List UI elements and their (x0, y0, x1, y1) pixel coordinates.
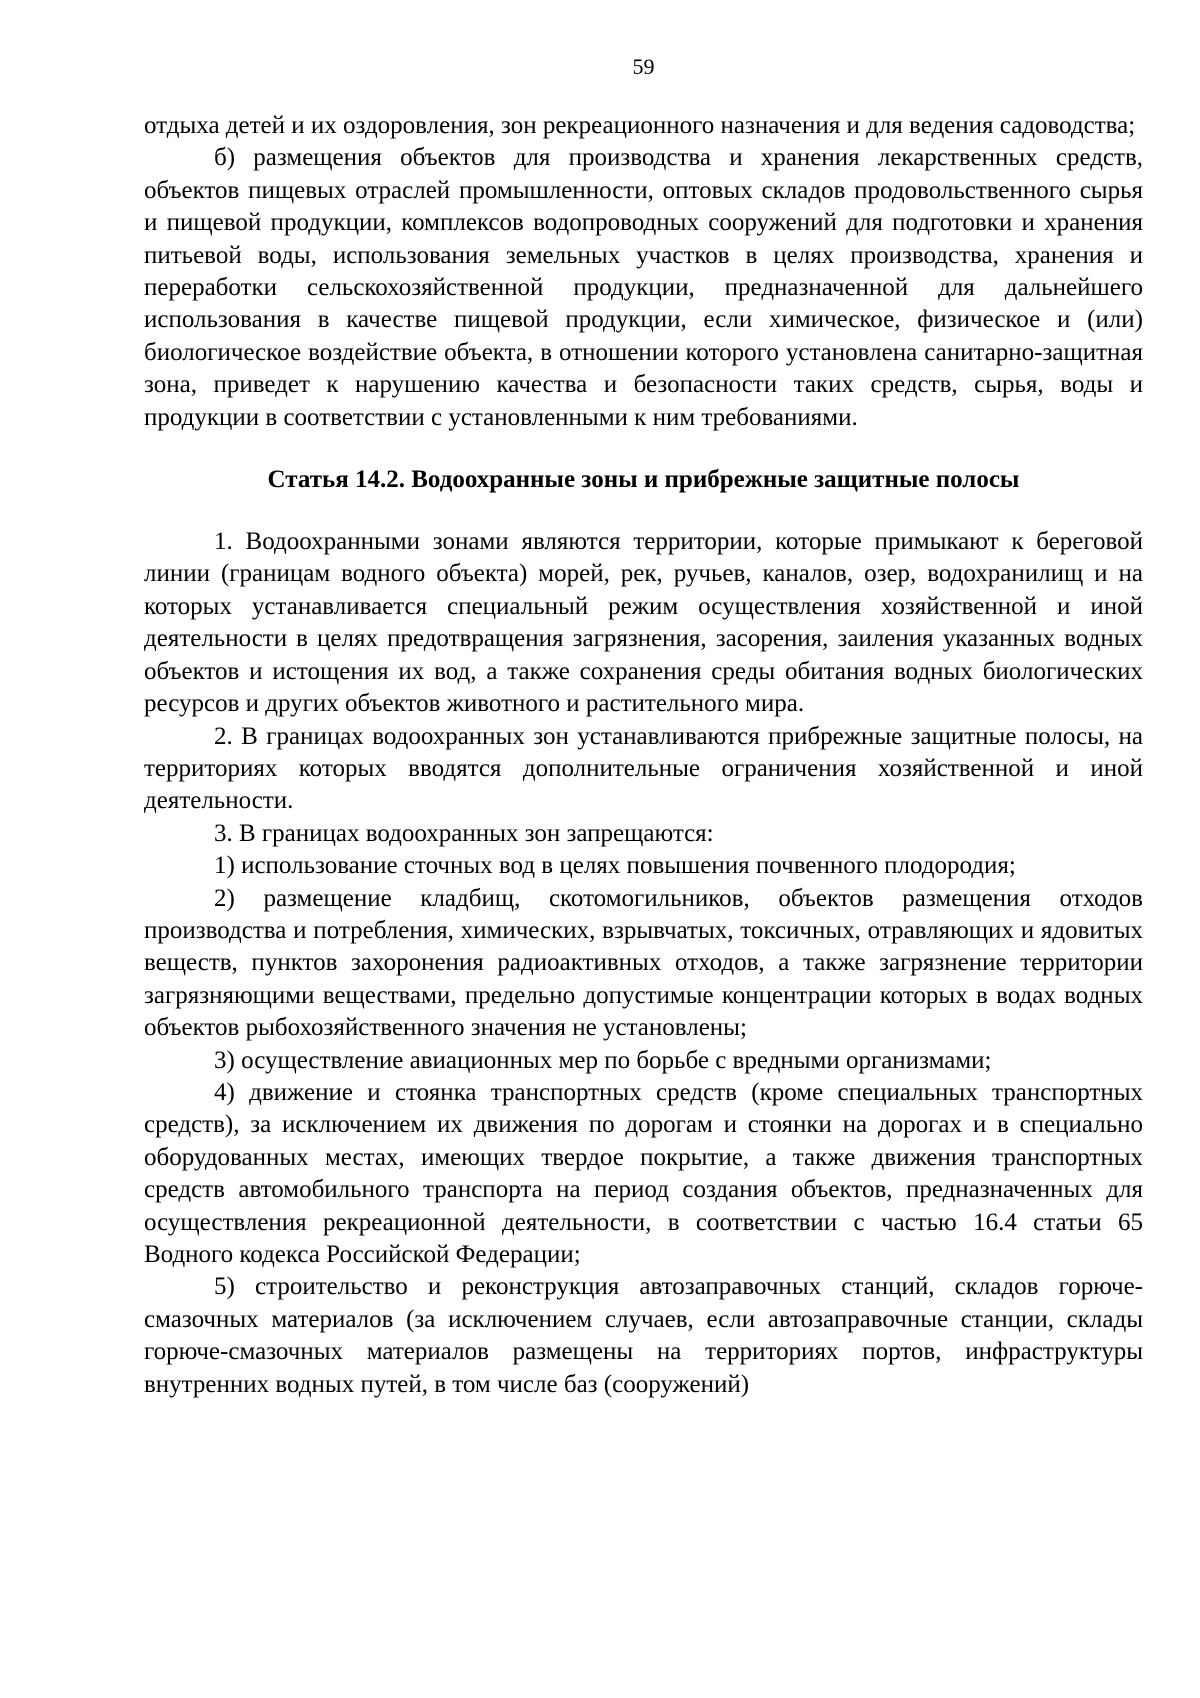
paragraph-clause-3: 3. В границах водоохранных зон запрещаются: (214, 819, 714, 847)
paragraph-clause-2: 2. В границах водоохранных зон устанавливаются прибрежные защитные полосы, на территориях которых вводятся дополнительные ограничения хозяйственной и иной деятельности. (144, 722, 1143, 815)
list-item-2: 2) размещение кладбищ, скотомогильников, объектов размещения отходов производства и потребления, химических, взрывчатых, токсичных, отравляющих и ядовитых веществ, пунктов захоронения радиоактивных отходов, а также загрязнение территории загрязняющими веществами, предельно допустимые концентрации которых в водах водных объектов рыбохозяйственного значения не установлены; (144, 884, 1143, 1042)
list-item-3: 3) осуществление авиационных мер по борьбе с вредными организмами; (214, 1046, 992, 1074)
paragraph-continuation: отдыха детей и их оздоровления, зон рекреационного назначения и для ведения садоводства; (144, 112, 1136, 139)
list-item-4: 4) движение и стоянка транспортных средств (кроме специальных транспортных средств), за исключением их движения по дорогам и стоянки на дорогах и в специально оборудованных местах, имеющих твердое покрытие, а также движения транспортных средств автомобильного транспорта на период создания объектов, предназначенных для осуществления рекреационной деятельности, в соответствии с частью 16.4 статьи 65 Водного кодекса Российской Федерации; (144, 1078, 1143, 1268)
document-page (144, 52, 1143, 1401)
paragraph-clause-1: 1. Водоохранными зонами являются территории, которые примыкают к береговой линии (границам водного объекта) морей, рек, ручьев, каналов, озер, водохранилищ и на которых устанавливается специальный режим осуществления хозяйственной и иной деятельности в целях предотвращения загрязнения, засорения, заиления указанных водных объектов и истощения их вод, а также сохранения среды обитания водных биологических ресурсов и других объектов животного и растительного мира. (144, 528, 1143, 718)
paragraph-item-b: б) размещения объектов для производства и хранения лекарственных средств, объектов пищевых отраслей промышленности, оптовых складов продовольственного сырья и пищевой продукции, комплексов водопроводных сооружений для подготовки и хранения питьевой воды, использования земельных участков в целях производства, хранения и переработки сельскохозяйственной продукции, предназначенной для дальнейшего использования в качестве пищевой продукции, если химическое, физическое и (или) биологическое воздействие объекта, в отношении которого установлена санитарно-защитная зона, приведет к нарушению качества и безопасности таких средств, сырья, воды и продукции в соответствии с установленными к ним требованиями. (144, 144, 1143, 431)
list-item-5: 5) строительство и реконструкция автозаправочных станций, складов горюче-смазочных материалов (за исключением случаев, если автозаправочные станции, склады горюче-смазочных материалов размещены на территориях портов, инфраструктуры внутренних водных путей, в том числе баз (сооружений) (144, 1273, 1143, 1398)
list-item-1: 1) использование сточных вод в целях повышения почвенного плодородия; (214, 852, 1016, 880)
page-number: 59 (632, 54, 655, 79)
article-heading: Статья 14.2. Водоохранные зоны и прибрежные защитные полосы (267, 466, 1020, 494)
